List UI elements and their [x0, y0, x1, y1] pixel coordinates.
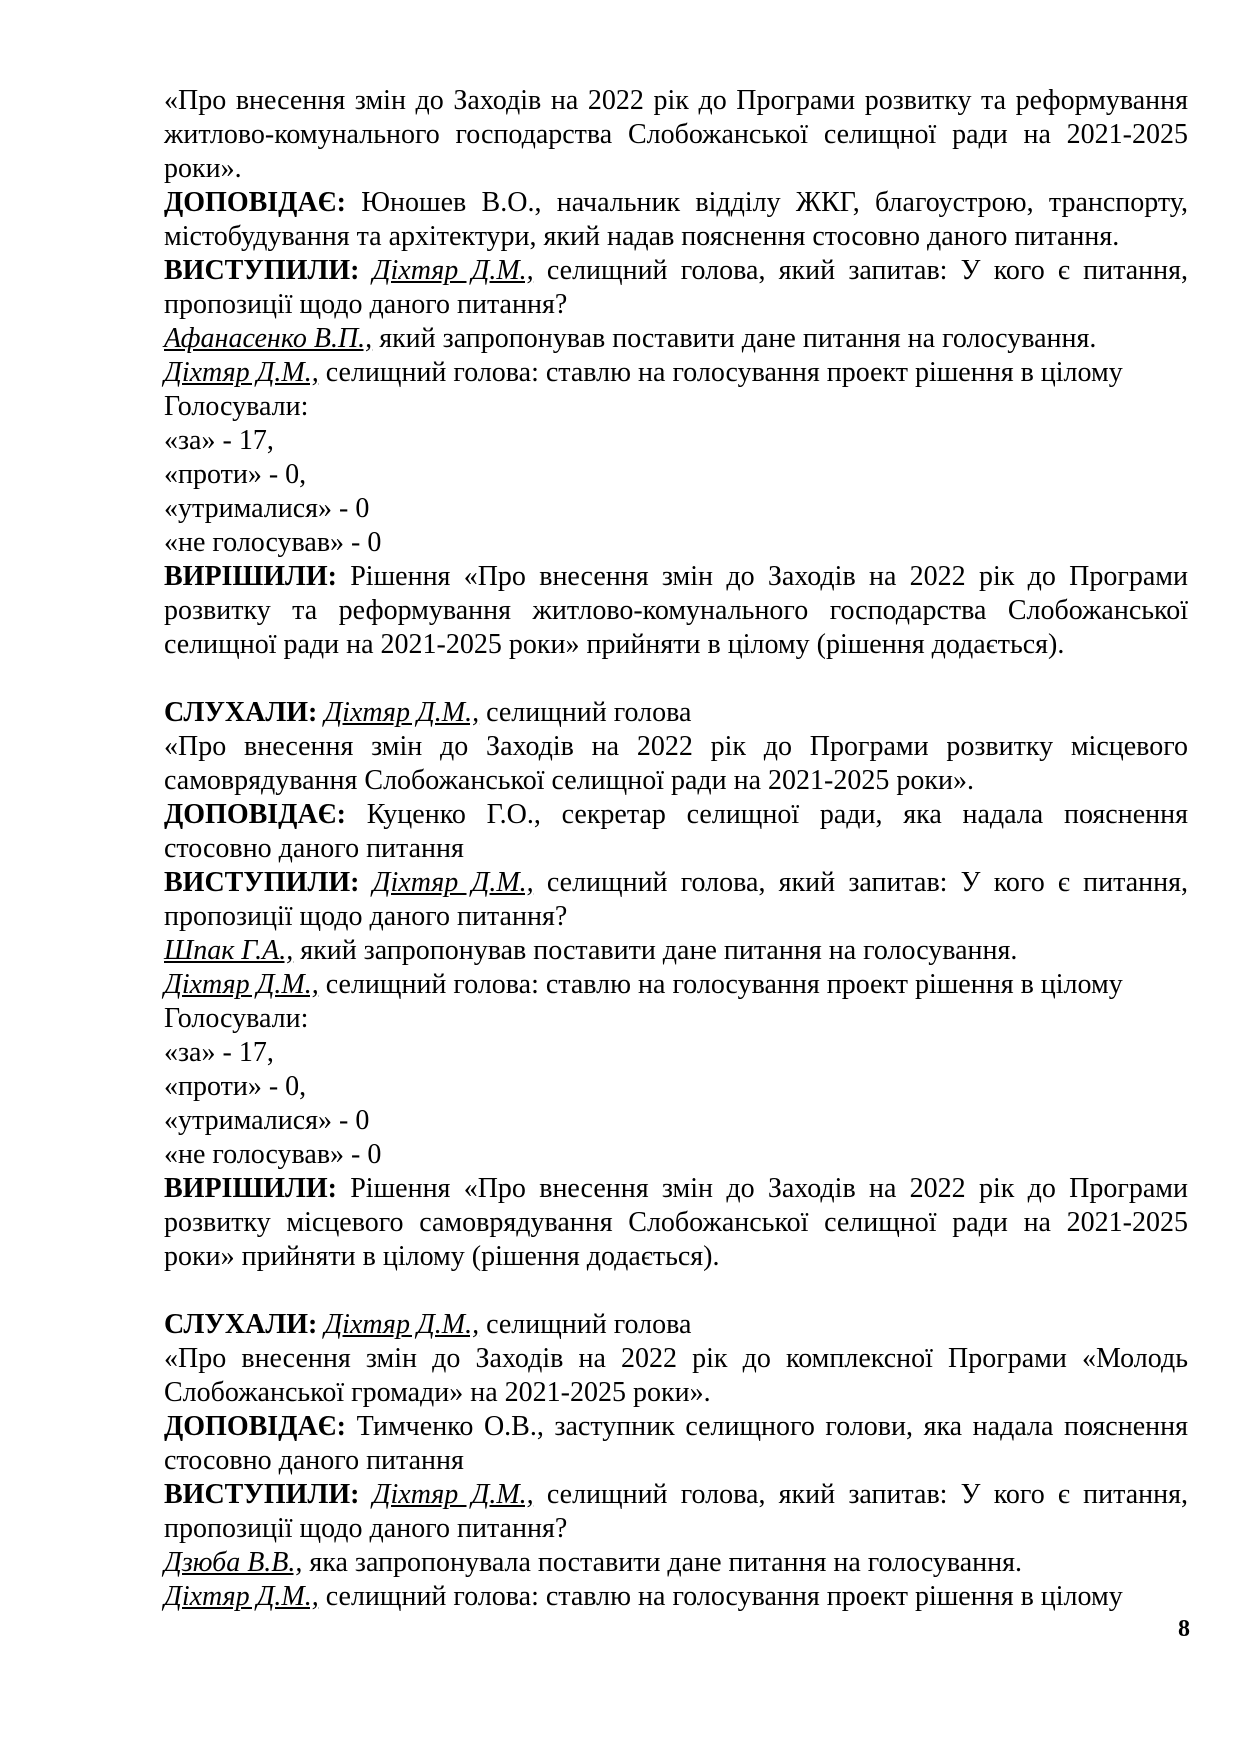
- section-keyword: ВИСТУПИЛИ:: [164, 1479, 360, 1510]
- paragraph-text: Рішення «Про внесення змін до Заходів на 2022 рік до Програми розвитку та реформування житлово-комунального господарства Слобожанської селищної ради на 2021-2025 роки» прийняти в цілому (рішення додається).: [164, 561, 1188, 660]
- paragraph-text: селищний голова, який запитав: У кого є питання, пропозиції щодо даного питання?: [164, 1479, 1188, 1544]
- paragraph: [164, 390, 1188, 424]
- paragraph-text: [359, 867, 372, 898]
- paragraph: [164, 254, 1188, 322]
- paragraph: [164, 356, 1188, 390]
- paragraph: [164, 458, 1188, 492]
- paragraph: [164, 1308, 1188, 1342]
- paragraph: [164, 322, 1188, 356]
- paragraph-text: селищний голова: ставлю на голосування проект рішення в цілому: [318, 357, 1123, 388]
- paragraph-text: Юношев В.О., начальник відділу ЖКГ, благоустрою, транспорту, містобудування та архітектури, який надав пояснення стосовно даного питання.: [164, 187, 1188, 252]
- paragraph-text: «проти» - 0,: [164, 459, 307, 490]
- speaker-name: Діхтяр Д.М.,: [164, 1581, 319, 1612]
- paragraph-text: «утрималися» - 0: [164, 493, 370, 524]
- speaker-name: Діхтяр Д.М.,: [372, 255, 534, 286]
- speaker-name: Діхтяр Д.М.,: [372, 867, 534, 898]
- paragraph-text: селищний голова, який запитав: У кого є питання, пропозиції щодо даного питання?: [164, 255, 1188, 320]
- paragraph-text: селищний голова: [479, 1309, 692, 1340]
- section-gap: [164, 1274, 1188, 1308]
- paragraph: [164, 934, 1188, 968]
- paragraph: [164, 1546, 1188, 1580]
- paragraph-text: селищний голова: ставлю на голосування проект рішення в цілому: [318, 969, 1123, 1000]
- section-keyword: ДОПОВІДАЄ:: [164, 799, 346, 830]
- paragraph-text: селищний голова: ставлю на голосування проект рішення в цілому: [318, 1581, 1123, 1612]
- paragraph-text: Куценко Г.О., секретар селищної ради, яка надала пояснення стосовно даного питання: [164, 799, 1188, 864]
- paragraph: [164, 1478, 1188, 1546]
- paragraph-text: селищний голова, який запитав: У кого є питання, пропозиції щодо даного питання?: [164, 867, 1188, 932]
- paragraph-text: «Про внесення змін до Заходів на 2022 рік до комплексної Програми «Молодь Слобожанської громади» на 2021-2025 роки».: [164, 1343, 1188, 1408]
- paragraph: [164, 1104, 1188, 1138]
- section-keyword: ВИРІШИЛИ:: [164, 1173, 337, 1204]
- paragraph-text: «утрималися» - 0: [164, 1105, 370, 1136]
- paragraph: [164, 798, 1188, 866]
- section-gap: [164, 662, 1188, 696]
- paragraph: [164, 424, 1188, 458]
- paragraph-text: «не голосував» - 0: [164, 1139, 382, 1170]
- paragraph: [164, 730, 1188, 798]
- section-keyword: ВИСТУПИЛИ:: [164, 255, 360, 286]
- speaker-name: Афанасенко В.П.,: [164, 323, 373, 354]
- document-body: [164, 84, 1188, 1614]
- paragraph: [164, 526, 1188, 560]
- paragraph: [164, 1410, 1188, 1478]
- paragraph-text: «Про внесення змін до Заходів на 2022 рік до Програми розвитку та реформування житлово-комунального господарства Слобожанської селищної ради на 2021-2025 роки».: [164, 85, 1188, 184]
- section-keyword: СЛУХАЛИ:: [164, 697, 318, 728]
- paragraph-text: «Про внесення змін до Заходів на 2022 рік до Програми розвитку місцевого самоврядування Слобожанської селищної ради на 2021-2025 роки».: [164, 731, 1188, 796]
- paragraph: [164, 492, 1188, 526]
- page-number: 8: [1178, 1616, 1190, 1642]
- paragraph-text: яка запропонувала поставити дане питання на голосування.: [302, 1547, 1023, 1578]
- paragraph-text: який запропонував поставити дане питання на голосування.: [372, 323, 1097, 354]
- paragraph: [164, 1070, 1188, 1104]
- paragraph-text: [359, 255, 372, 286]
- paragraph: [164, 186, 1188, 254]
- paragraph: [164, 1172, 1188, 1274]
- speaker-name: Діхтяр Д.М.,: [164, 969, 319, 1000]
- paragraph: [164, 1580, 1188, 1614]
- section-keyword: ДОПОВІДАЄ:: [164, 187, 346, 218]
- paragraph-text: «не голосував» - 0: [164, 527, 382, 558]
- speaker-name: Шпак Г.А.,: [164, 935, 294, 966]
- speaker-name: Діхтяр Д.М.,: [324, 697, 480, 728]
- paragraph: [164, 696, 1188, 730]
- paragraph-text: який запропонував поставити дане питання на голосування.: [293, 935, 1018, 966]
- paragraph-text: селищний голова: [479, 697, 692, 728]
- paragraph: [164, 1138, 1188, 1172]
- section-keyword: СЛУХАЛИ:: [164, 1309, 318, 1340]
- paragraph-text: Рішення «Про внесення змін до Заходів на 2022 рік до Програми розвитку місцевого самоврядування Слобожанської селищної ради на 2021-2025 роки» прийняти в цілому (рішення додається).: [164, 1173, 1188, 1272]
- paragraph-text: Голосували:: [164, 391, 309, 422]
- paragraph: [164, 866, 1188, 934]
- speaker-name: Дзюба В.В.,: [164, 1547, 303, 1578]
- paragraph: [164, 560, 1188, 662]
- paragraph-text: «проти» - 0,: [164, 1071, 307, 1102]
- paragraph-text: «за» - 17,: [164, 425, 274, 456]
- paragraph: [164, 84, 1188, 186]
- speaker-name: Діхтяр Д.М.,: [324, 1309, 480, 1340]
- section-keyword: ДОПОВІДАЄ:: [164, 1411, 346, 1442]
- paragraph-text: «за» - 17,: [164, 1037, 274, 1068]
- section-keyword: ВИРІШИЛИ:: [164, 561, 337, 592]
- speaker-name: Діхтяр Д.М.,: [164, 357, 319, 388]
- speaker-name: Діхтяр Д.М.,: [372, 1479, 534, 1510]
- paragraph-text: [359, 1479, 372, 1510]
- paragraph-text: Голосували:: [164, 1003, 309, 1034]
- paragraph: [164, 1342, 1188, 1410]
- paragraph: [164, 1002, 1188, 1036]
- paragraph: [164, 968, 1188, 1002]
- section-keyword: ВИСТУПИЛИ:: [164, 867, 360, 898]
- paragraph: [164, 1036, 1188, 1070]
- paragraph-text: Тимченко О.В., заступник селищного голови, яка надала пояснення стосовно даного питання: [164, 1411, 1188, 1476]
